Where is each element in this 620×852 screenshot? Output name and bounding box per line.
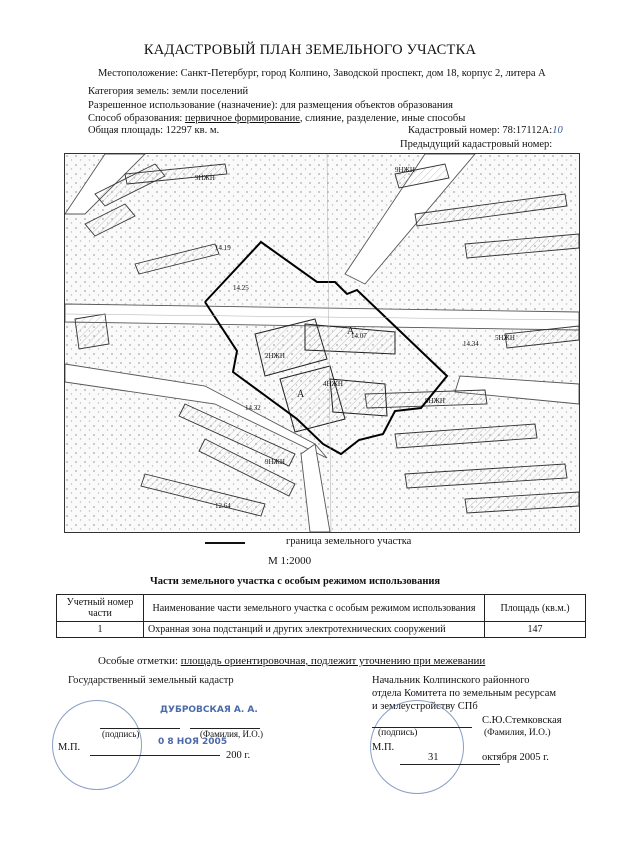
building-label: 9НЖН xyxy=(425,397,445,405)
building-label: 4НЖН xyxy=(323,380,343,388)
right-day: 31 xyxy=(428,752,439,763)
right-sign-caption: (подпись) xyxy=(378,728,418,738)
elevation-label: 14.19 xyxy=(215,244,231,252)
building-label: 5НЖН xyxy=(495,334,515,342)
elevation-label: 14.34 xyxy=(463,340,479,348)
left-mp: М.П. xyxy=(58,742,81,753)
right-title-3: и землеустройству СПб xyxy=(372,701,478,712)
table-header-row xyxy=(57,595,586,622)
part-name: Охранная зона подстанций и других электротехнических сооружений xyxy=(144,622,485,638)
parts-heading: Части земельного участка с особым режимом использования xyxy=(150,576,441,587)
formation-line xyxy=(88,113,465,124)
right-date-line xyxy=(400,764,500,765)
map-label-a-2: А xyxy=(347,326,355,337)
column-header: Учетный номер части xyxy=(57,595,144,622)
boundary-legend-line xyxy=(205,542,245,544)
left-date-stamp: 0 8 НОЯ 2005 xyxy=(158,737,228,747)
left-org-label: Государственный земельный кадастр xyxy=(68,675,234,686)
permitted-use-line: Разрешенное использование (назначение): для размещения объектов образования xyxy=(88,100,453,111)
right-name: С.Ю.Стемковская xyxy=(482,715,562,726)
left-name-stamp: ДУБРОВСКАЯ А. А. xyxy=(160,705,258,715)
right-date: октября 2005 г. xyxy=(482,752,549,763)
notes-label: Особые отметки: xyxy=(98,655,179,667)
building-label: 2НЖН xyxy=(265,352,285,360)
formation-label: Способ образования: xyxy=(88,113,183,124)
cadastral-number-suffix: 10 xyxy=(552,125,563,136)
formation-rest: , слияние, разделение, иные способы xyxy=(299,113,466,124)
boundary-legend-label: граница земельного участка xyxy=(286,536,412,547)
notes-value: площадь ориентировочная, подлежит уточнению при межевании xyxy=(180,655,486,667)
column-header: Наименование части земельного участка с особым режимом использования xyxy=(144,595,485,622)
part-number: 1 xyxy=(57,622,144,638)
category-line: Категория земель: земли поселений xyxy=(88,86,249,97)
left-sign-caption: (подпись) xyxy=(102,729,140,739)
document-title: КАДАСТРОВЫЙ ПЛАН ЗЕМЕЛЬНОГО УЧАСТКА xyxy=(143,42,477,58)
elevation-label: 14.32 xyxy=(245,404,261,412)
left-date-line xyxy=(90,755,220,756)
parts-table xyxy=(56,594,586,638)
special-notes xyxy=(98,655,485,667)
elevation-label: 12.64 xyxy=(215,502,231,510)
map-scale: М 1:2000 xyxy=(268,555,312,567)
formation-value: первичное формирование xyxy=(184,113,300,124)
location-line: Местоположение: Санкт-Петербург, город Колпино, Заводской проспект, дом 18, корпус 2, литера А xyxy=(98,68,546,79)
cadastral-map xyxy=(64,153,580,533)
building-label: 9НЖН xyxy=(265,458,285,466)
right-title-1: Начальник Колпинского районного xyxy=(372,675,530,686)
cadastral-number xyxy=(408,125,563,136)
right-mp: М.П. xyxy=(372,742,395,753)
column-header: Площадь (кв.м.) xyxy=(485,595,586,622)
building-label: 9НЖН xyxy=(395,166,415,174)
building-label: 9НЖН xyxy=(195,174,215,182)
elevation-label: 14.07 xyxy=(351,332,367,340)
map-label-a-1: А xyxy=(297,389,305,400)
table-row xyxy=(57,622,586,638)
left-name-caption: (Фамилия, И.О.) xyxy=(200,729,264,739)
part-area: 147 xyxy=(485,622,586,638)
area-line: Общая площадь: 12297 кв. м. xyxy=(88,125,220,136)
left-year: 200 г. xyxy=(226,750,251,761)
right-title-2: отдела Комитета по земельным ресурсам xyxy=(372,688,557,699)
elevation-label: 14.25 xyxy=(233,284,249,292)
right-name-caption: (Фамилия, И.О.) xyxy=(484,728,551,738)
previous-number-line: Предыдущий кадастровый номер: xyxy=(400,139,553,150)
cadastral-number-label: Кадастровый номер: 78:17112А: xyxy=(408,125,553,136)
map-drawing xyxy=(65,154,579,532)
